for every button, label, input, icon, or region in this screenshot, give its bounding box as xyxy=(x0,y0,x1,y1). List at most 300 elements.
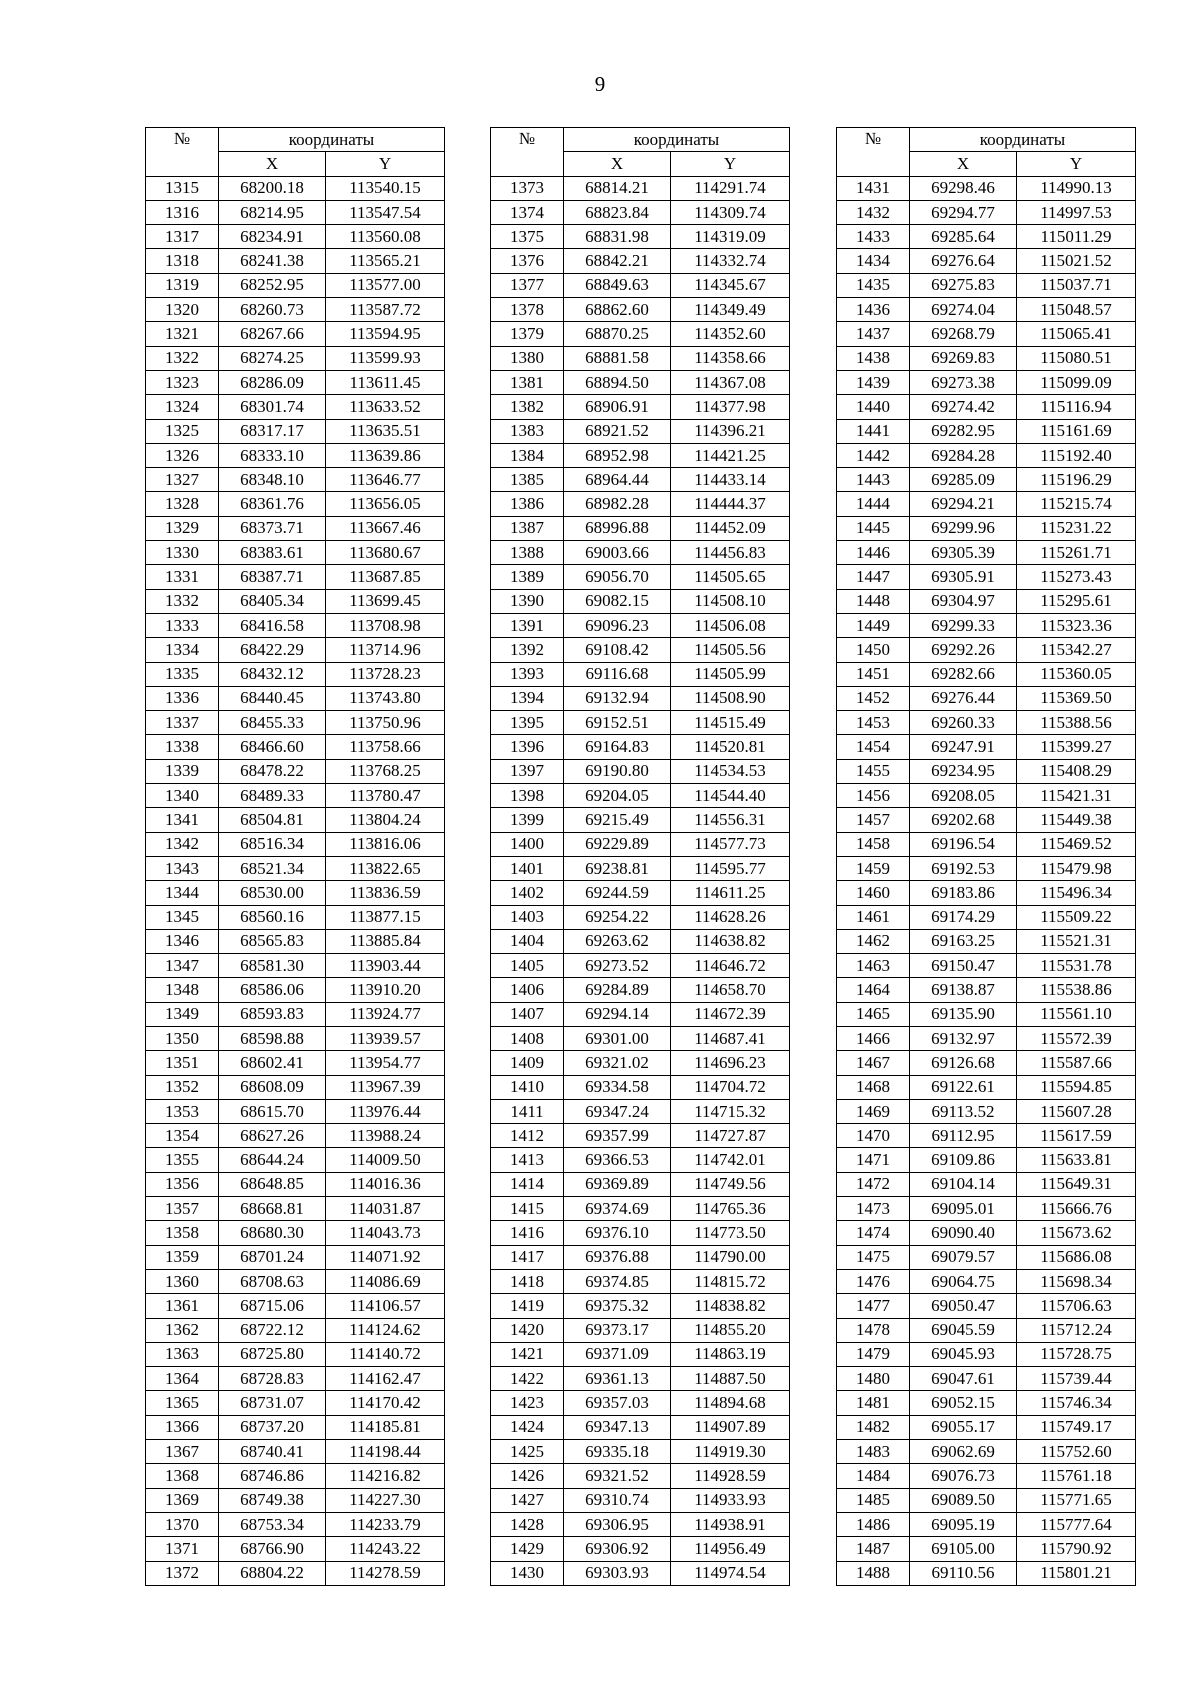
y-coordinate-cell: 115561.10 xyxy=(1017,1002,1136,1026)
point-number-cell: 1318 xyxy=(146,249,219,273)
x-coordinate-cell: 68387.71 xyxy=(219,565,326,589)
y-coordinate-cell: 114887.50 xyxy=(671,1367,790,1391)
y-coordinate-cell: 115196.29 xyxy=(1017,468,1136,492)
y-coordinate-cell: 114352.60 xyxy=(671,322,790,346)
x-coordinate-cell: 69260.33 xyxy=(910,711,1017,735)
y-coordinate-cell: 114140.72 xyxy=(326,1342,445,1366)
y-coordinate-cell: 115706.63 xyxy=(1017,1294,1136,1318)
y-coordinate-cell: 114595.77 xyxy=(671,856,790,880)
x-coordinate-cell: 69374.85 xyxy=(564,1269,671,1293)
table-row xyxy=(491,808,790,832)
y-coordinate-cell: 114672.39 xyxy=(671,1002,790,1026)
table-row xyxy=(837,298,1136,322)
x-coordinate-cell: 69244.59 xyxy=(564,881,671,905)
x-coordinate-cell: 68823.84 xyxy=(564,200,671,224)
x-coordinate-cell: 68680.30 xyxy=(219,1221,326,1245)
point-number-cell: 1328 xyxy=(146,492,219,516)
point-number-cell: 1382 xyxy=(491,395,564,419)
table-row xyxy=(146,1026,445,1050)
table-row xyxy=(146,929,445,953)
x-coordinate-cell: 69132.97 xyxy=(910,1026,1017,1050)
y-coordinate-cell: 114243.22 xyxy=(326,1537,445,1561)
point-number-cell: 1432 xyxy=(837,200,910,224)
y-coordinate-cell: 115509.22 xyxy=(1017,905,1136,929)
x-coordinate-cell: 69254.22 xyxy=(564,905,671,929)
table-row xyxy=(491,1051,790,1075)
point-number-cell: 1401 xyxy=(491,856,564,880)
point-number-cell: 1460 xyxy=(837,881,910,905)
y-coordinate-cell: 115673.62 xyxy=(1017,1221,1136,1245)
x-coordinate-cell: 69263.62 xyxy=(564,929,671,953)
x-coordinate-cell: 69113.52 xyxy=(910,1099,1017,1123)
table-row xyxy=(491,662,790,686)
y-coordinate-cell: 115712.24 xyxy=(1017,1318,1136,1342)
table-row xyxy=(146,1172,445,1196)
x-coordinate-cell: 69234.95 xyxy=(910,759,1017,783)
y-coordinate-cell: 114009.50 xyxy=(326,1148,445,1172)
point-number-cell: 1458 xyxy=(837,832,910,856)
x-coordinate-cell: 69152.51 xyxy=(564,711,671,735)
x-coordinate-cell: 69109.86 xyxy=(910,1148,1017,1172)
y-coordinate-cell: 114332.74 xyxy=(671,249,790,273)
table-row xyxy=(146,1342,445,1366)
y-coordinate-cell: 113599.93 xyxy=(326,346,445,370)
table-row xyxy=(491,1294,790,1318)
table-row xyxy=(837,662,1136,686)
y-coordinate-cell: 115749.17 xyxy=(1017,1415,1136,1439)
point-number-cell: 1473 xyxy=(837,1197,910,1221)
y-coordinate-cell: 114611.25 xyxy=(671,881,790,905)
table-row xyxy=(146,1124,445,1148)
table-row xyxy=(491,832,790,856)
point-number-cell: 1474 xyxy=(837,1221,910,1245)
point-number-cell: 1413 xyxy=(491,1148,564,1172)
point-number-cell: 1329 xyxy=(146,516,219,540)
point-number-cell: 1322 xyxy=(146,346,219,370)
x-coordinate-cell: 68241.38 xyxy=(219,249,326,273)
x-coordinate-cell: 68722.12 xyxy=(219,1318,326,1342)
point-number-cell: 1399 xyxy=(491,808,564,832)
y-coordinate-cell: 114358.66 xyxy=(671,346,790,370)
point-number-cell: 1488 xyxy=(837,1561,910,1585)
table-row xyxy=(837,322,1136,346)
x-coordinate-cell: 68440.45 xyxy=(219,686,326,710)
point-number-cell: 1476 xyxy=(837,1269,910,1293)
x-coordinate-cell: 68725.80 xyxy=(219,1342,326,1366)
y-coordinate-cell: 114278.59 xyxy=(326,1561,445,1585)
x-coordinate-cell: 69055.17 xyxy=(910,1415,1017,1439)
point-number-cell: 1434 xyxy=(837,249,910,273)
table-row xyxy=(146,1512,445,1536)
table-row xyxy=(146,1561,445,1585)
table-row xyxy=(491,1391,790,1415)
table-row xyxy=(837,1415,1136,1439)
table-row xyxy=(146,735,445,759)
point-number-cell: 1385 xyxy=(491,468,564,492)
y-coordinate-cell: 114367.08 xyxy=(671,370,790,394)
point-number-cell: 1433 xyxy=(837,225,910,249)
point-number-cell: 1390 xyxy=(491,589,564,613)
y-coordinate-cell: 115777.64 xyxy=(1017,1512,1136,1536)
table-row xyxy=(146,905,445,929)
table-row xyxy=(837,1391,1136,1415)
point-number-cell: 1406 xyxy=(491,978,564,1002)
table-row xyxy=(491,1026,790,1050)
table-row xyxy=(837,1440,1136,1464)
y-coordinate-cell: 115521.31 xyxy=(1017,929,1136,953)
x-coordinate-cell: 69292.26 xyxy=(910,638,1017,662)
y-coordinate-cell: 115408.29 xyxy=(1017,759,1136,783)
y-coordinate-cell: 113565.21 xyxy=(326,249,445,273)
x-column-header: X xyxy=(910,152,1017,176)
x-coordinate-cell: 68214.95 xyxy=(219,200,326,224)
point-number-cell: 1416 xyxy=(491,1221,564,1245)
table-row xyxy=(837,1269,1136,1293)
x-coordinate-cell: 69096.23 xyxy=(564,613,671,637)
y-coordinate-cell: 114997.53 xyxy=(1017,200,1136,224)
y-coordinate-cell: 113743.80 xyxy=(326,686,445,710)
x-coordinate-cell: 68753.34 xyxy=(219,1512,326,1536)
y-coordinate-cell: 114749.56 xyxy=(671,1172,790,1196)
x-coordinate-cell: 69192.53 xyxy=(910,856,1017,880)
y-coordinate-cell: 115360.05 xyxy=(1017,662,1136,686)
point-number-cell: 1421 xyxy=(491,1342,564,1366)
point-number-cell: 1478 xyxy=(837,1318,910,1342)
point-number-cell: 1337 xyxy=(146,711,219,735)
x-coordinate-cell: 69275.83 xyxy=(910,273,1017,297)
x-coordinate-cell: 68348.10 xyxy=(219,468,326,492)
y-coordinate-cell: 113877.15 xyxy=(326,905,445,929)
table-row xyxy=(491,200,790,224)
point-number-cell: 1327 xyxy=(146,468,219,492)
table-row xyxy=(491,1318,790,1342)
table-row xyxy=(491,468,790,492)
x-coordinate-cell: 69045.93 xyxy=(910,1342,1017,1366)
x-coordinate-cell: 69150.47 xyxy=(910,954,1017,978)
point-number-cell: 1319 xyxy=(146,273,219,297)
point-number-cell: 1349 xyxy=(146,1002,219,1026)
y-coordinate-cell: 115011.29 xyxy=(1017,225,1136,249)
point-number-cell: 1422 xyxy=(491,1367,564,1391)
x-coordinate-cell: 68982.28 xyxy=(564,492,671,516)
point-number-cell: 1443 xyxy=(837,468,910,492)
point-number-cell: 1333 xyxy=(146,613,219,637)
point-number-cell: 1365 xyxy=(146,1391,219,1415)
x-coordinate-cell: 69321.52 xyxy=(564,1464,671,1488)
x-coordinate-cell: 69110.56 xyxy=(910,1561,1017,1585)
x-coordinate-cell: 69276.44 xyxy=(910,686,1017,710)
x-coordinate-cell: 68560.16 xyxy=(219,905,326,929)
y-coordinate-cell: 115617.59 xyxy=(1017,1124,1136,1148)
point-number-cell: 1362 xyxy=(146,1318,219,1342)
table-row xyxy=(491,249,790,273)
y-coordinate-cell: 113708.98 xyxy=(326,613,445,637)
x-coordinate-cell: 69305.39 xyxy=(910,541,1017,565)
y-coordinate-cell: 114938.91 xyxy=(671,1512,790,1536)
x-coordinate-cell: 68862.60 xyxy=(564,298,671,322)
y-coordinate-cell: 113611.45 xyxy=(326,370,445,394)
y-coordinate-cell: 115587.66 xyxy=(1017,1051,1136,1075)
y-coordinate-cell: 114520.81 xyxy=(671,735,790,759)
table-row xyxy=(146,370,445,394)
table-row xyxy=(146,541,445,565)
x-coordinate-cell: 69062.69 xyxy=(910,1440,1017,1464)
point-number-cell: 1357 xyxy=(146,1197,219,1221)
point-number-cell: 1452 xyxy=(837,686,910,710)
x-coordinate-cell: 68478.22 xyxy=(219,759,326,783)
point-number-cell: 1418 xyxy=(491,1269,564,1293)
y-coordinate-cell: 115099.09 xyxy=(1017,370,1136,394)
point-number-cell: 1320 xyxy=(146,298,219,322)
table-row xyxy=(146,419,445,443)
point-number-cell: 1424 xyxy=(491,1415,564,1439)
x-coordinate-cell: 69095.01 xyxy=(910,1197,1017,1221)
table-row xyxy=(146,856,445,880)
table-row xyxy=(491,1124,790,1148)
x-coordinate-cell: 69122.61 xyxy=(910,1075,1017,1099)
y-column-header: Y xyxy=(326,152,445,176)
point-number-cell: 1465 xyxy=(837,1002,910,1026)
y-coordinate-cell: 114990.13 xyxy=(1017,176,1136,200)
x-coordinate-cell: 69301.00 xyxy=(564,1026,671,1050)
table-row xyxy=(146,492,445,516)
table-row xyxy=(837,638,1136,662)
point-number-cell: 1350 xyxy=(146,1026,219,1050)
point-number-cell: 1376 xyxy=(491,249,564,273)
table-row xyxy=(491,1099,790,1123)
y-coordinate-cell: 113540.15 xyxy=(326,176,445,200)
x-coordinate-cell: 69374.69 xyxy=(564,1197,671,1221)
point-number-cell: 1456 xyxy=(837,784,910,808)
x-coordinate-cell: 68422.29 xyxy=(219,638,326,662)
table-row xyxy=(146,1051,445,1075)
table-row xyxy=(837,808,1136,832)
x-coordinate-cell: 68842.21 xyxy=(564,249,671,273)
point-number-cell: 1485 xyxy=(837,1488,910,1512)
y-coordinate-cell: 114508.90 xyxy=(671,686,790,710)
point-number-cell: 1450 xyxy=(837,638,910,662)
point-number-cell: 1370 xyxy=(146,1512,219,1536)
y-coordinate-cell: 113885.84 xyxy=(326,929,445,953)
table-row xyxy=(837,954,1136,978)
y-coordinate-cell: 115065.41 xyxy=(1017,322,1136,346)
point-number-cell: 1374 xyxy=(491,200,564,224)
table-row xyxy=(491,346,790,370)
table-row xyxy=(491,1197,790,1221)
y-coordinate-cell: 113667.46 xyxy=(326,516,445,540)
y-coordinate-cell: 114956.49 xyxy=(671,1537,790,1561)
y-column-header: Y xyxy=(671,152,790,176)
point-number-cell: 1383 xyxy=(491,419,564,443)
coordinates-header: координаты xyxy=(910,128,1136,152)
table-row xyxy=(491,225,790,249)
y-coordinate-cell: 114765.36 xyxy=(671,1197,790,1221)
x-coordinate-cell: 68615.70 xyxy=(219,1099,326,1123)
point-number-cell: 1323 xyxy=(146,370,219,394)
x-coordinate-cell: 69126.68 xyxy=(910,1051,1017,1075)
table-row xyxy=(491,1440,790,1464)
point-number-cell: 1426 xyxy=(491,1464,564,1488)
y-coordinate-cell: 114919.30 xyxy=(671,1440,790,1464)
table-row xyxy=(146,1002,445,1026)
point-number-cell: 1448 xyxy=(837,589,910,613)
table-row xyxy=(146,200,445,224)
point-number-cell: 1455 xyxy=(837,759,910,783)
table-row xyxy=(146,468,445,492)
table-row xyxy=(837,1512,1136,1536)
x-coordinate-cell: 69135.90 xyxy=(910,1002,1017,1026)
table-row xyxy=(491,1415,790,1439)
x-coordinate-cell: 69229.89 xyxy=(564,832,671,856)
y-coordinate-cell: 115048.57 xyxy=(1017,298,1136,322)
y-coordinate-cell: 114577.73 xyxy=(671,832,790,856)
point-number-cell: 1386 xyxy=(491,492,564,516)
x-coordinate-cell: 68333.10 xyxy=(219,443,326,467)
x-coordinate-cell: 69163.25 xyxy=(910,929,1017,953)
y-coordinate-cell: 114742.01 xyxy=(671,1148,790,1172)
x-coordinate-cell: 68906.91 xyxy=(564,395,671,419)
x-coordinate-cell: 68234.91 xyxy=(219,225,326,249)
x-coordinate-cell: 69190.80 xyxy=(564,759,671,783)
table-row xyxy=(146,1537,445,1561)
point-number-cell: 1377 xyxy=(491,273,564,297)
y-coordinate-cell: 113680.67 xyxy=(326,541,445,565)
table-row xyxy=(146,832,445,856)
x-coordinate-cell: 69238.81 xyxy=(564,856,671,880)
x-coordinate-cell: 69303.93 xyxy=(564,1561,671,1585)
table-row xyxy=(146,589,445,613)
point-number-cell: 1389 xyxy=(491,565,564,589)
y-coordinate-cell: 114704.72 xyxy=(671,1075,790,1099)
table-row xyxy=(491,978,790,1002)
x-coordinate-cell: 68728.83 xyxy=(219,1367,326,1391)
point-number-cell: 1359 xyxy=(146,1245,219,1269)
x-coordinate-cell: 69376.10 xyxy=(564,1221,671,1245)
x-coordinate-cell: 68668.81 xyxy=(219,1197,326,1221)
table-row xyxy=(491,686,790,710)
x-coordinate-cell: 68361.76 xyxy=(219,492,326,516)
y-coordinate-cell: 114444.37 xyxy=(671,492,790,516)
x-coordinate-cell: 69268.79 xyxy=(910,322,1017,346)
x-coordinate-cell: 68952.98 xyxy=(564,443,671,467)
x-coordinate-cell: 69304.97 xyxy=(910,589,1017,613)
y-coordinate-cell: 113816.06 xyxy=(326,832,445,856)
point-number-cell: 1420 xyxy=(491,1318,564,1342)
y-coordinate-cell: 115771.65 xyxy=(1017,1488,1136,1512)
x-coordinate-cell: 69045.59 xyxy=(910,1318,1017,1342)
point-number-cell: 1425 xyxy=(491,1440,564,1464)
x-coordinate-cell: 68701.24 xyxy=(219,1245,326,1269)
point-number-cell: 1321 xyxy=(146,322,219,346)
x-coordinate-cell: 68593.83 xyxy=(219,1002,326,1026)
x-coordinate-cell: 68455.33 xyxy=(219,711,326,735)
x-coordinate-cell: 69164.83 xyxy=(564,735,671,759)
y-coordinate-cell: 113954.77 xyxy=(326,1051,445,1075)
x-coordinate-cell: 68608.09 xyxy=(219,1075,326,1099)
y-coordinate-cell: 115116.94 xyxy=(1017,395,1136,419)
y-coordinate-cell: 113768.25 xyxy=(326,759,445,783)
x-coordinate-cell: 68749.38 xyxy=(219,1488,326,1512)
table-row xyxy=(837,516,1136,540)
y-coordinate-cell: 114696.23 xyxy=(671,1051,790,1075)
y-coordinate-cell: 113577.00 xyxy=(326,273,445,297)
point-number-cell: 1466 xyxy=(837,1026,910,1050)
x-coordinate-cell: 69357.99 xyxy=(564,1124,671,1148)
table-row xyxy=(837,225,1136,249)
x-coordinate-cell: 68586.06 xyxy=(219,978,326,1002)
x-coordinate-cell: 68521.34 xyxy=(219,856,326,880)
coordinates-table-3 xyxy=(836,127,1136,1586)
table-row xyxy=(146,443,445,467)
x-coordinate-cell: 68627.26 xyxy=(219,1124,326,1148)
point-number-cell: 1354 xyxy=(146,1124,219,1148)
table-row xyxy=(146,613,445,637)
x-coordinate-cell: 69347.13 xyxy=(564,1415,671,1439)
y-coordinate-cell: 113903.44 xyxy=(326,954,445,978)
table-row xyxy=(146,1221,445,1245)
table-row xyxy=(491,784,790,808)
table-row xyxy=(837,565,1136,589)
table-row xyxy=(837,1245,1136,1269)
table-row xyxy=(837,1367,1136,1391)
point-number-cell: 1372 xyxy=(146,1561,219,1585)
y-coordinate-cell: 114185.81 xyxy=(326,1415,445,1439)
y-coordinate-cell: 114628.26 xyxy=(671,905,790,929)
table-row xyxy=(837,1318,1136,1342)
x-coordinate-cell: 68921.52 xyxy=(564,419,671,443)
point-number-cell: 1356 xyxy=(146,1172,219,1196)
y-coordinate-cell: 114658.70 xyxy=(671,978,790,1002)
point-number-cell: 1436 xyxy=(837,298,910,322)
x-coordinate-cell: 68466.60 xyxy=(219,735,326,759)
point-number-cell: 1369 xyxy=(146,1488,219,1512)
x-coordinate-cell: 69361.13 xyxy=(564,1367,671,1391)
point-number-cell: 1347 xyxy=(146,954,219,978)
x-coordinate-cell: 68267.66 xyxy=(219,322,326,346)
coordinates-header: координаты xyxy=(219,128,445,152)
table-row xyxy=(146,1269,445,1293)
table-row xyxy=(837,1464,1136,1488)
y-coordinate-cell: 114433.14 xyxy=(671,468,790,492)
y-coordinate-cell: 115369.50 xyxy=(1017,686,1136,710)
x-coordinate-cell: 69321.02 xyxy=(564,1051,671,1075)
point-number-cell: 1475 xyxy=(837,1245,910,1269)
y-coordinate-cell: 114349.49 xyxy=(671,298,790,322)
point-number-cell: 1340 xyxy=(146,784,219,808)
y-coordinate-cell: 114544.40 xyxy=(671,784,790,808)
point-number-cell: 1462 xyxy=(837,929,910,953)
point-number-cell: 1482 xyxy=(837,1415,910,1439)
point-number-cell: 1427 xyxy=(491,1488,564,1512)
table-row xyxy=(837,1148,1136,1172)
x-coordinate-cell: 68416.58 xyxy=(219,613,326,637)
point-number-cell: 1438 xyxy=(837,346,910,370)
y-coordinate-cell: 114216.82 xyxy=(326,1464,445,1488)
table-row xyxy=(146,1391,445,1415)
y-coordinate-cell: 113656.05 xyxy=(326,492,445,516)
table-row xyxy=(146,1415,445,1439)
y-coordinate-cell: 115633.81 xyxy=(1017,1148,1136,1172)
y-coordinate-cell: 114396.21 xyxy=(671,419,790,443)
table-row xyxy=(146,1099,445,1123)
x-coordinate-cell: 68644.24 xyxy=(219,1148,326,1172)
x-coordinate-cell: 69306.92 xyxy=(564,1537,671,1561)
table-row xyxy=(491,1075,790,1099)
x-coordinate-cell: 69174.29 xyxy=(910,905,1017,929)
x-coordinate-cell: 68200.18 xyxy=(219,176,326,200)
x-coordinate-cell: 69089.50 xyxy=(910,1488,1017,1512)
x-coordinate-cell: 69347.24 xyxy=(564,1099,671,1123)
